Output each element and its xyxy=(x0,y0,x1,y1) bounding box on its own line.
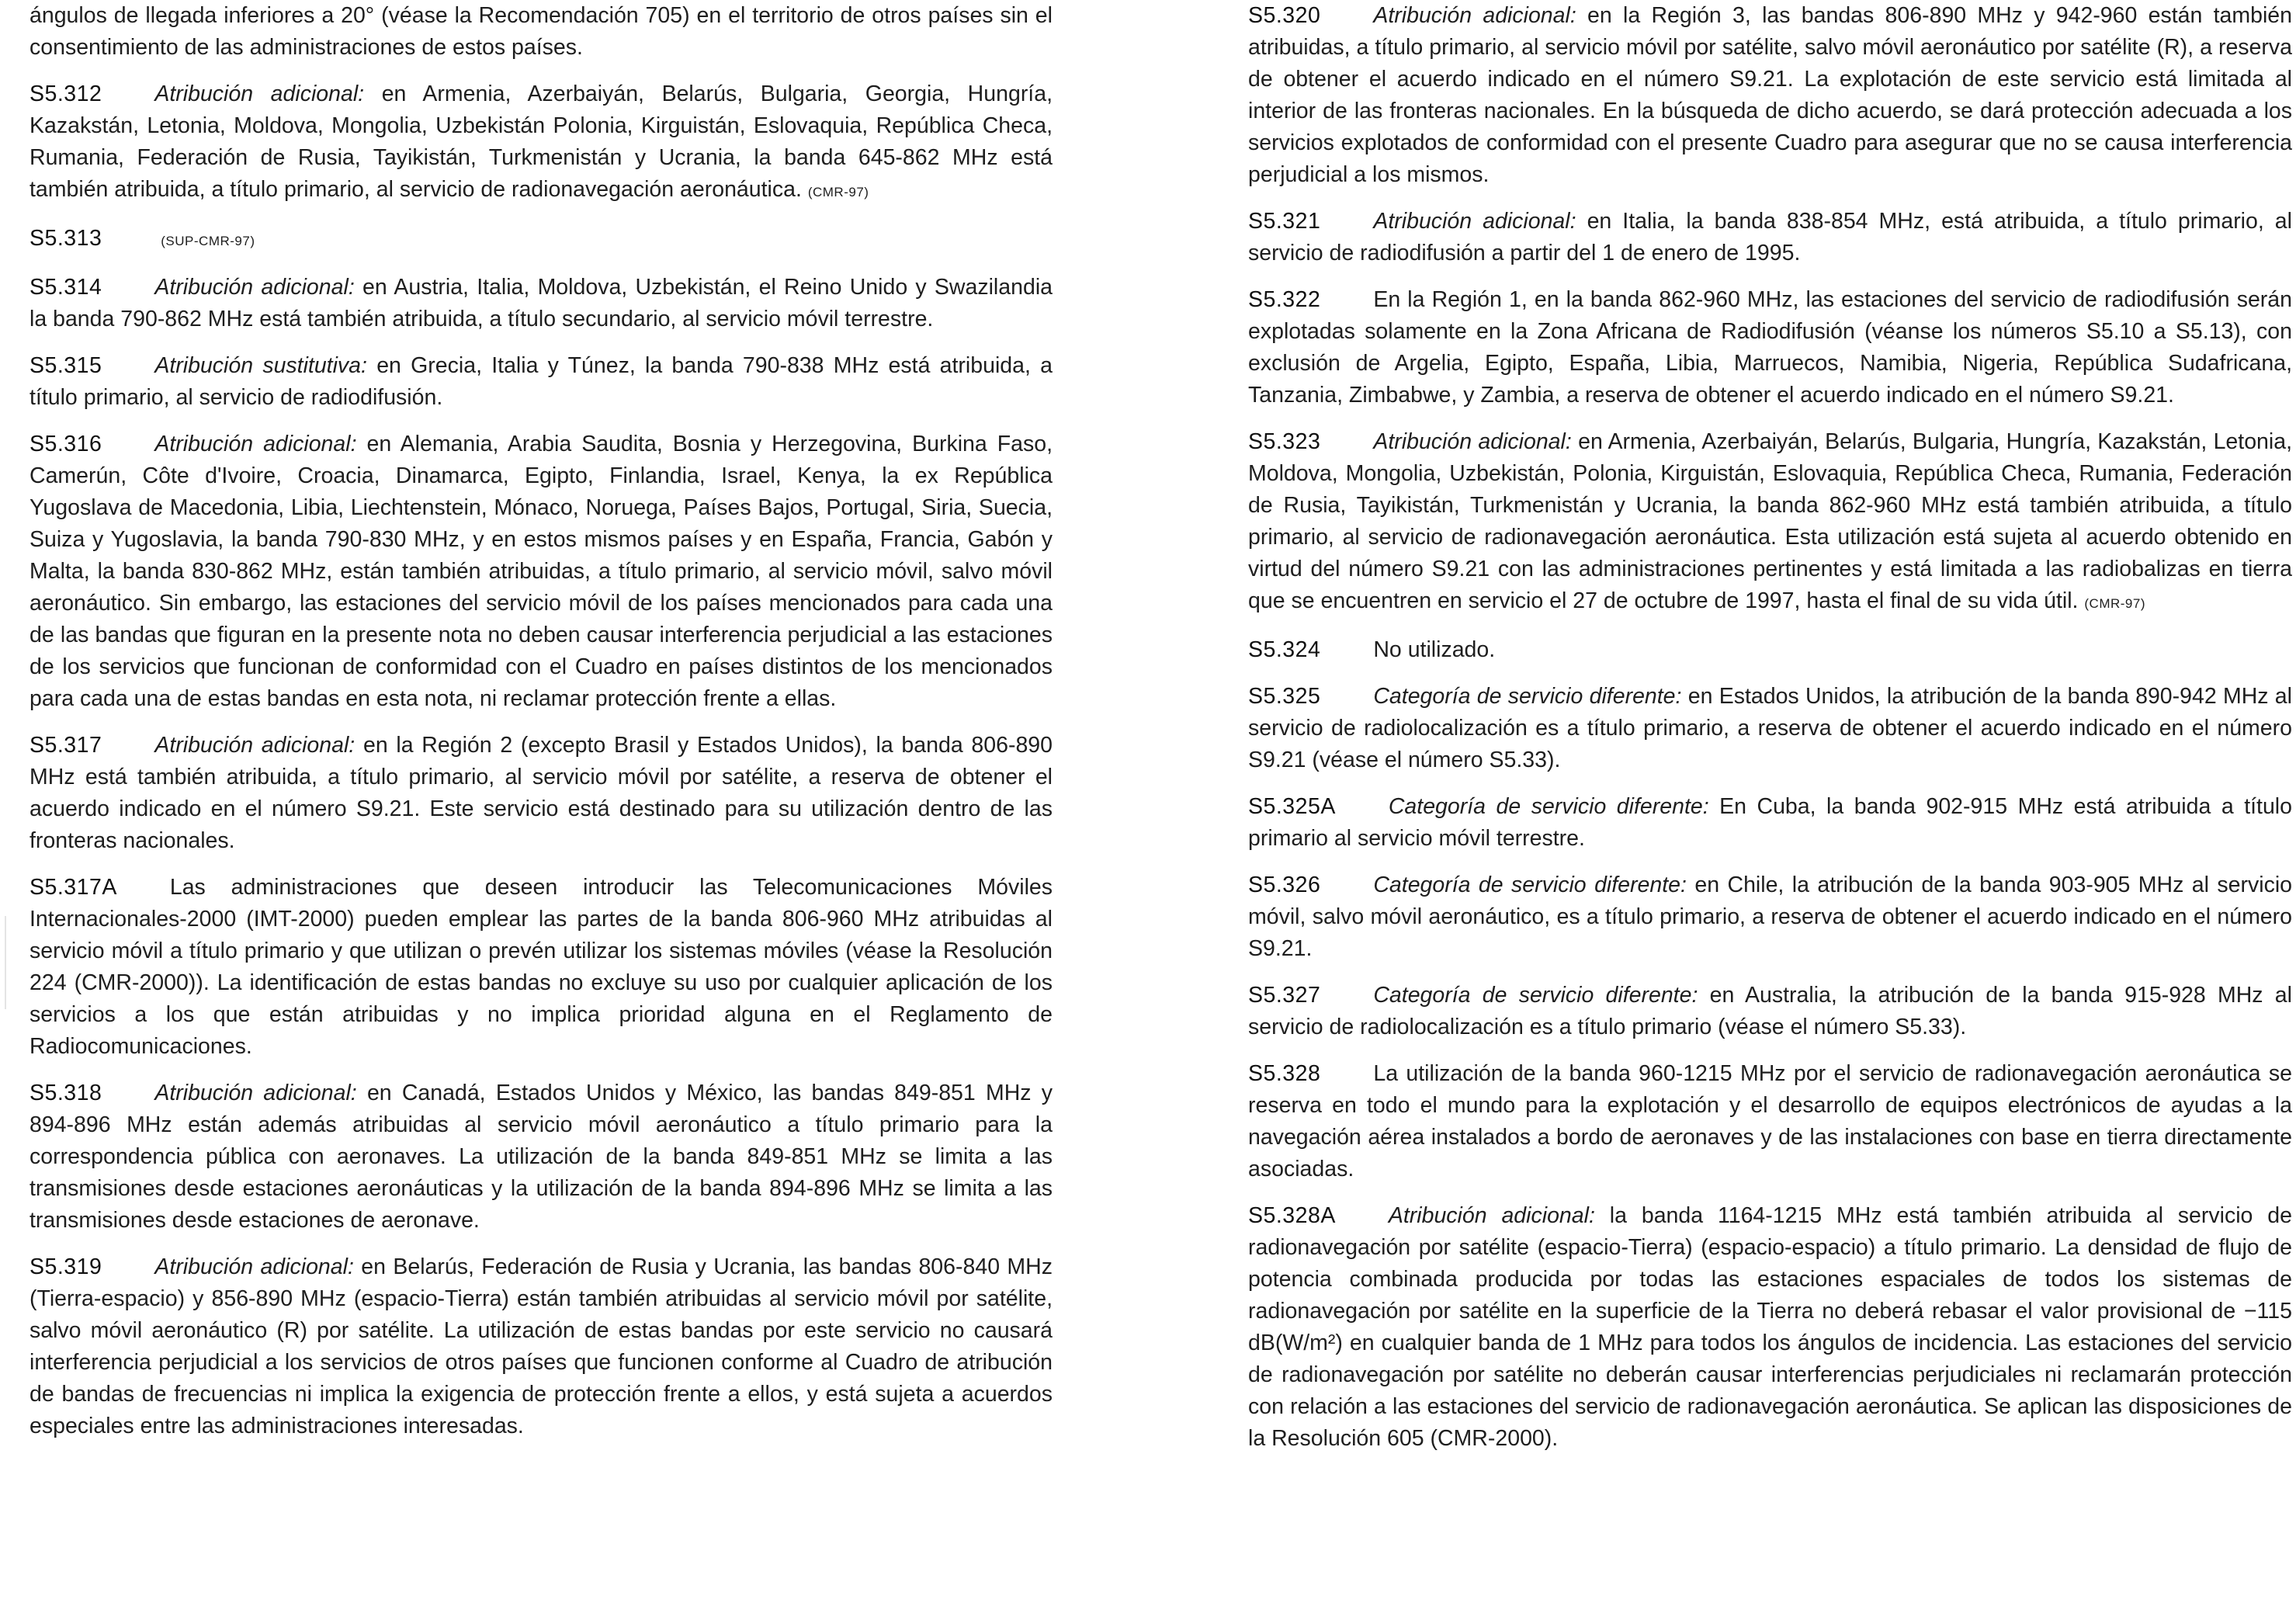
scan-edge-mark xyxy=(5,916,6,1009)
footnote-number: S5.317A xyxy=(29,875,117,900)
footnote-text: No utilizado. xyxy=(1373,637,1496,662)
allocation-type: Atribución adicional: xyxy=(1373,209,1576,234)
footnote-text: la banda 1164-1215 MHz está también atribuida al servicio de radionavegación por satélite (espacio-Tierra) (espacio-espacio) a título primario. La densidad de flujo de potencia combinada producida por todas las estaciones espaciales de todos los sistemas de radionavegación por satélite en la superficie de la Tierra no deberá rebasar el valor provisional de −115 dB(W/m²) en cualquier banda de 1 MHz para todos los ángulos de incidencia. Las estaciones del servicio de radionavegación por satélite no deberán causar interferencias perjudiciales ni reclamarán protección con relación a las estaciones del servicio de radionavegación aeronáutica. Se aplican las disposiciones de la Resolución 605 (CMR-2000). xyxy=(1248,1203,2292,1451)
footnote-entry xyxy=(29,272,1053,335)
allocation-type: Categoría de servicio diferente: xyxy=(1373,873,1687,897)
footnote-entry xyxy=(29,223,1053,257)
right-entries-list xyxy=(1248,0,2292,1455)
footnote-entry xyxy=(1248,791,2292,855)
footnote-number: S5.323 xyxy=(1248,429,1321,454)
footnote-text: en Armenia, Azerbaiyán, Belarús, Bulgaria, Georgia, Hungría, Kazakstán, Letonia, Moldova, Mongolia, Uzbekistán Polonia, Kirguistán, Eslovaquia, República Checa, Rumania, Federación de Rusia, Tayikistán, Turkmenistán y Ucrania, la banda 645-862 MHz está también atribuida, a título primario, al servicio de radionavegación aeronáutica. xyxy=(29,82,1053,202)
footnote-entry xyxy=(29,429,1053,715)
footnote-text: en Belarús, Federación de Rusia y Ucrania, las bandas 806-840 MHz (Tierra-espacio) y 856-890 MHz (espacio-Tierra) están también atribuidas al servicio móvil por satélite, salvo móvil aeronáutico (R) por satélite. La utilización de estas bandas por este servicio no causará interferencia perjudicial a los servicios de otros países que funcionen conforme al Cuadro de atribución de bandas de frecuencias ni implica la exigencia de protección frente a ellos, y está sujeta a acuerdos especiales entre las administraciones interesadas. xyxy=(29,1254,1053,1438)
allocation-type: Categoría de servicio diferente: xyxy=(1373,684,1682,709)
footnote-entry xyxy=(29,872,1053,1063)
footnote-entry xyxy=(1248,681,2292,776)
allocation-type: Atribución adicional: xyxy=(1373,3,1576,28)
footnote-entry xyxy=(1248,980,2292,1043)
footnote-number: S5.325A xyxy=(1248,794,1336,819)
footnote-number: S5.315 xyxy=(29,353,102,378)
footnote-number: S5.313 xyxy=(29,226,102,251)
footnote-entry xyxy=(1248,1058,2292,1185)
allocation-type: Atribución adicional: xyxy=(154,1081,357,1105)
footnote-text: en Alemania, Arabia Saudita, Bosnia y Herzegovina, Burkina Faso, Camerún, Côte d'Ivoire, Croacia, Dinamarca, Egipto, Finlandia, Israel, Kenya, la ex República Yugoslava de Macedonia, Libia, Liechtenstein, Mónaco, Noruega, Países Bajos, Portugal, Siria, Suecia, Suiza y Yugoslavia, la banda 790-830 MHz, y en estos mismos países y en España, Francia, Gabón y Malta, la banda 830-862 MHz, están también atribuidas, a título primario, al servicio móvil, salvo móvil aeronáutico. Sin embargo, las estaciones del servicio móvil de los países mencionados para cada una de las bandas que figuran en la presente nota no deben causar interferencia perjudicial a las estaciones de los servicios que funcionan de conformidad con el Cuadro en países distintos de los mencionados para cada una de estas bandas en esta nota, ni reclamar protección frente a ellas. xyxy=(29,432,1053,711)
footnote-text: La utilización de la banda 960-1215 MHz por el servicio de radionavegación aeronáutica se reserva en todo el mundo para la explotación y el desarrollo de equipos electrónicos de ayudas a la navegación aérea instalados a bordo de aeronaves y de las instalaciones con base en tierra directamente asociadas. xyxy=(1248,1061,2292,1181)
footnote-entry xyxy=(1248,634,2292,666)
footnote-number: S5.320 xyxy=(1248,3,1321,28)
footnote-text: en Austria, Italia, Moldova, Uzbekistán, el Reino Unido y Swazilandia la banda 790-862 MHz está también atribuida, a título secundario, al servicio móvil terrestre. xyxy=(29,275,1053,331)
conference-reference: (SUP-CMR-97) xyxy=(161,234,255,248)
footnote-text: en Chile, la atribución de la banda 903-905 MHz al servicio móvil, salvo móvil aeronáutico, es a título primario, a reserva de obtener el acuerdo indicado en el número S9.21. xyxy=(1248,873,2293,961)
allocation-type: Atribución adicional: xyxy=(154,432,357,456)
allocation-type: Atribución adicional: xyxy=(1388,1203,1595,1228)
footnote-number: S5.319 xyxy=(29,1254,102,1279)
footnote-number: S5.314 xyxy=(29,275,102,300)
footnote-number: S5.318 xyxy=(29,1081,102,1105)
footnote-number: S5.326 xyxy=(1248,873,1321,897)
footnote-number: S5.316 xyxy=(29,432,102,456)
footnote-number: S5.325 xyxy=(1248,684,1321,709)
footnote-text: Las administraciones que deseen introducir las Telecomunicaciones Móviles Internacionales-2000 (IMT-2000) pueden emplear las partes de la banda 806-960 MHz atribuidas al servicio móvil a título primario y que utilizan o prevén utilizar los sistemas móviles (véase la Resolución 224 (CMR-2000)). La identificación de estas bandas no excluye su uso por cualquier aplicación de los servicios a los que están atribuidas y no implica prioridad alguna en el Reglamento de Radiocomunicaciones. xyxy=(29,875,1053,1059)
footnote-text: en Australia, la atribución de la banda 915-928 MHz al servicio de radiolocalización es a título primario (véase el número S5.33). xyxy=(1248,983,2292,1039)
footnote-number: S5.317 xyxy=(29,733,102,758)
conference-reference: (CMR-97) xyxy=(807,185,869,200)
footnote-entry xyxy=(29,350,1053,414)
footnote-text: En la Región 1, en la banda 862-960 MHz, las estaciones del servicio de radiodifusión serán explotadas solamente en la Zona Africana de Radiodifusión (véanse los números S5.10 a S5.13), con exclusión de Argelia, Egipto, España, Libia, Marruecos, Namibia, Nigeria, República Sudafricana, Tanzania, Zimbabwe, y Zambia, a reserva de obtener el acuerdo indicado en el número S9.21. xyxy=(1248,287,2292,408)
footnote-text: en Armenia, Azerbaiyán, Belarús, Bulgaria, Hungría, Kazakstán, Letonia, Moldova, Mongolia, Uzbekistán, Polonia, Kirguistán, Eslovaquia, República Checa, Rumania, Federación de Rusia, Tayikistán, Turkmenistán y Ucrania, la banda 862-960 MHz está también atribuida, a título primario, al servicio de radionavegación aeronáutica. Esta utilización está sujeta al acuerdo obtenido en virtud del número S9.21 con las administraciones pertinentes y está limitada a las radiobalizas en tierra que se encuentren en servicio el 27 de octubre de 1997, hasta el final de su vida útil. xyxy=(1248,429,2292,613)
footnote-text: en Estados Unidos, la atribución de la banda 890-942 MHz al servicio de radiolocalización es a título primario, a reserva de obtener el acuerdo indicado en el número S9.21 (véase el número S5.33). xyxy=(1248,684,2292,772)
footnote-entry xyxy=(1248,426,2292,619)
footnote-text: en Canadá, Estados Unidos y México, las bandas 849-851 MHz y 894-896 MHz están además atribuidas al servicio móvil aeronáutico a título primario para la correspondencia pública con aeronaves. La utilización de la banda 849-851 MHz se limita a las transmisiones desde estaciones aeronáuticas y la utilización de la banda 894-896 MHz se limita a las transmisiones desde estaciones de aeronave. xyxy=(29,1081,1053,1233)
footnote-number: S5.328 xyxy=(1248,1061,1321,1086)
footnote-entry xyxy=(1248,0,2292,191)
footnote-number: S5.328A xyxy=(1248,1203,1336,1228)
allocation-type: Atribución adicional: xyxy=(154,1254,354,1279)
footnote-entry xyxy=(1248,1200,2292,1455)
allocation-type: Atribución adicional: xyxy=(154,275,355,300)
allocation-type: Atribución adicional: xyxy=(154,733,355,758)
footnote-number: S5.312 xyxy=(29,82,102,106)
footnote-text: En Cuba, la banda 902-915 MHz está atribuida a título primario al servicio móvil terrestre. xyxy=(1248,794,2292,851)
footnote-number: S5.321 xyxy=(1248,209,1321,234)
footnote-entry xyxy=(1248,206,2292,269)
footnote-entry xyxy=(1248,869,2292,965)
footnote-text: en Grecia, Italia y Túnez, la banda 790-838 MHz está atribuida, a título primario, al servicio de radiodifusión. xyxy=(29,353,1053,410)
footnote-entry xyxy=(29,1251,1053,1442)
left-column xyxy=(29,0,1053,1457)
allocation-type: Atribución adicional: xyxy=(1373,429,1572,454)
footnote-entry xyxy=(29,1077,1053,1237)
footnote-number: S5.322 xyxy=(1248,287,1321,312)
allocation-type: Atribución sustitutiva: xyxy=(154,353,367,378)
right-column xyxy=(1248,0,2292,1469)
footnote-entry xyxy=(29,78,1053,208)
footnote-entry xyxy=(1248,284,2292,411)
footnote-text: en la Región 2 (excepto Brasil y Estados Unidos), la banda 806-890 MHz está también atribuida, a título primario, al servicio móvil por satélite, a reserva de obtener el acuerdo indicado en el número S9.21. Este servicio está destinado para su utilización dentro de las fronteras nacionales. xyxy=(29,733,1053,853)
conference-reference: (CMR-97) xyxy=(2084,596,2145,611)
footnote-text: en la Región 3, las bandas 806-890 MHz y 942-960 están también atribuidas, a título primario, al servicio móvil por satélite, salvo móvil aeronáutico por satélite (R), a reserva de obtener el acuerdo indicado en el número S9.21. La explotación de este servicio está limitada al interior de las fronteras nacionales. En la búsqueda de dicho acuerdo, se dará protección adecuada a los servicios explotados de conformidad con el presente Cuadro para asegurar que no se causa interferencia perjudicial a los mismos. xyxy=(1248,3,2293,187)
footnote-number: S5.327 xyxy=(1248,983,1321,1008)
allocation-type: Categoría de servicio diferente: xyxy=(1373,983,1698,1008)
left-entries-list xyxy=(29,78,1053,1442)
footnote-text: en Italia, la banda 838-854 MHz, está atribuida, a título primario, al servicio de radiodifusión a partir del 1 de enero de 1995. xyxy=(1248,209,2292,265)
continued-paragraph: ángulos de llegada inferiores a 20° (véase la Recomendación 705) en el territorio de otros países sin el consentimiento de las administraciones de estos países. xyxy=(29,3,1053,60)
allocation-type: Atribución adicional: xyxy=(154,82,365,106)
allocation-type: Categoría de servicio diferente: xyxy=(1388,794,1709,819)
footnote-entry xyxy=(29,730,1053,857)
footnote-number: S5.324 xyxy=(1248,637,1321,662)
